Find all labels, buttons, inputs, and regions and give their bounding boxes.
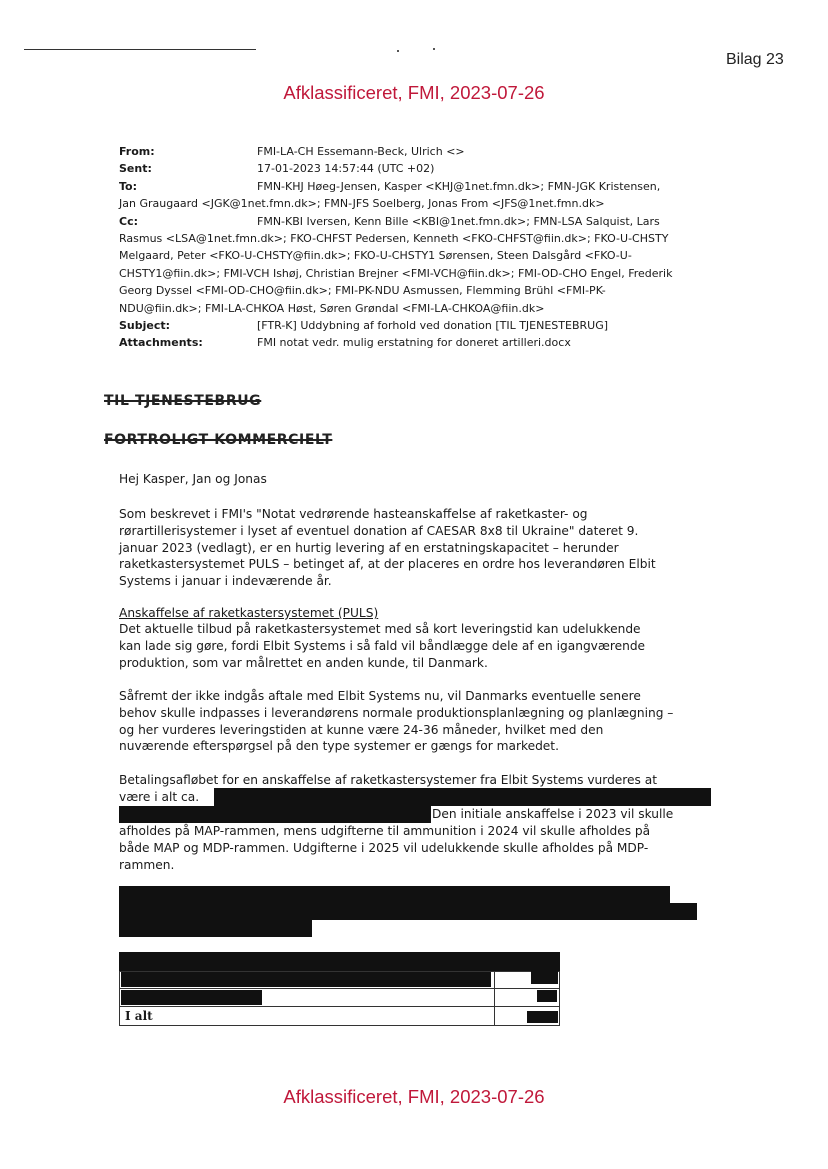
subject-label: Subject: — [119, 319, 171, 333]
text-line: Systems i januar i indeværende år. — [119, 574, 332, 589]
paragraph-2 — [119, 621, 709, 671]
to-row — [119, 178, 709, 195]
paragraph-6 — [119, 823, 709, 873]
from-value: FMI-LA-CH Essemann-Beck, Ulrich <> — [257, 145, 465, 158]
cc-value-line2: Rasmus <LSA@1net.fmn.dk>; FKO-CHFST Pedersen, Kenneth <FKO-CHFST@fiin.dk>; FKO-U-CHSTY — [119, 232, 669, 246]
cc-value-line3: Melgaard, Peter <FKO-U-CHSTY@fiin.dk>; FKO-U-CHSTY1 Sørensen, Steen Dalsgård <FKO-U- — [119, 249, 632, 263]
text-line: Såfremt der ikke indgås aftale med Elbit Systems nu, vil Danmarks eventuelle senere — [119, 689, 641, 703]
redaction-bar — [119, 806, 431, 823]
attachments-label: Attachments: — [119, 336, 203, 350]
sent-value: 17-01-2023 14:57:44 (UTC +02) — [257, 162, 435, 176]
text-line: produktion, som var målrettet en anden kunde, til Danmark. — [119, 655, 488, 670]
text-line: og her vurderes leveringstiden at kunne være 24-36 måneder, hvilket med den — [119, 722, 604, 737]
cc-value-line4: CHSTY1@fiin.dk>; FMI-VCH Ishøj, Christian Brejner <FMI-VCH@fiin.dk>; FMI-OD-CHO Engel, Frederik — [119, 266, 673, 280]
text-line: januar 2023 (vedlagt), er en hurtig levering af en erstatningskapacitet – herunder — [119, 540, 619, 555]
to-value-line2: Jan Graugaard <JGK@1net.fmn.dk>; FMN-JFS Soelberg, Jonas From <JFS@1net.fmn.dk> — [119, 197, 605, 211]
text-line: Det aktuelle tilbud på raketkastersystemet med så kort leveringstid kan udelukkende — [119, 622, 641, 636]
declassified-stamp-top: Afklassificeret, FMI, 2023-07-26 — [283, 82, 545, 103]
table-column-divider — [494, 971, 495, 1026]
classification-marking: FORTROLIGT KOMMERCIELT — [104, 432, 333, 448]
cc-row — [119, 213, 709, 230]
text-line: rørartillerisystemer i lyset af eventuel donation af CAESAR 8x8 til Ukraine" dateret 9. — [119, 523, 639, 538]
sent-row — [119, 160, 709, 177]
text-line: Som beskrevet i FMI's "Notat vedrørende hasteanskaffelse af raketkaster- og — [119, 507, 588, 521]
greeting: Hej Kasper, Jan og Jonas — [119, 472, 267, 486]
text-line: være i alt ca. — [119, 789, 200, 804]
text-line: behov skulle indpasses i leverandørens normale produktionsplanlægning og planlægning – — [119, 705, 674, 720]
redaction-bar — [214, 788, 711, 806]
to-label: To: — [119, 179, 137, 193]
paragraph-5-line: Den initiale anskaffelse i 2023 vil skulle — [432, 807, 674, 821]
declassified-stamp-bottom: Afklassificeret, FMI, 2023-07-26 — [283, 1086, 545, 1107]
subject-row — [119, 317, 709, 334]
sent-label: Sent: — [119, 162, 152, 176]
text-line: både MAP og MDP-rammen. Udgifterne i 2025 vil udelukkende skulle afholdes på MDP- — [119, 840, 649, 855]
redaction-bar — [119, 886, 670, 903]
cc-value-line6: NDU@fiin.dk>; FMI-LA-CHKOA Høst, Søren Grøndal <FMI-LA-CHKOA@fiin.dk> — [119, 301, 545, 315]
top-rule — [24, 49, 256, 50]
table-cell-redacted — [537, 990, 557, 1002]
bilag-label: Bilag 23 — [726, 51, 784, 68]
redaction-bar — [119, 903, 697, 920]
scan-speck — [397, 50, 399, 52]
text-line: raketkastersystemet PULS – betinget af, at der placeres en ordre hos leverandøren Elbit — [119, 557, 656, 572]
text-line: rammen. — [119, 857, 175, 872]
paragraph-3 — [119, 688, 709, 755]
table-header-redacted — [119, 952, 560, 971]
from-label: From: — [119, 145, 155, 158]
section-heading: Anskaffelse af raketkastersystemet (PULS) — [119, 606, 379, 620]
from-row — [119, 143, 709, 160]
cc-label: Cc: — [119, 214, 138, 228]
text-line: nuværende efterspørgsel på den type systemer er gængs for markedet. — [119, 739, 559, 754]
scan-speck — [433, 48, 435, 50]
text-line: Betalingsafløbet for en anskaffelse af raketkastersystemer fra Elbit Systems vurderes at — [119, 773, 658, 787]
classification-marking: TIL TJENESTEBRUG — [104, 393, 262, 409]
text-line: kan lade sig gøre, fordi Elbit Systems i så fald vil båndlægge dele af en igangværende — [119, 638, 646, 653]
table-cell-redacted — [121, 990, 262, 1005]
table-cell-redacted — [531, 956, 558, 984]
table-total-label: I alt — [125, 1009, 153, 1023]
subject-value: [FTR-K] Uddybning af forhold ved donation [TIL TJENESTEBRUG] — [257, 319, 609, 333]
redaction-bar — [119, 920, 312, 937]
attachments-value: FMI notat vedr. mulig erstatning for doneret artilleri.docx — [257, 336, 571, 350]
cc-value-line5: Georg Dyssel <FMI-OD-CHO@fiin.dk>; FMI-PK-NDU Asmussen, Flemming Brühl <FMI-PK- — [119, 284, 606, 298]
table-cell-redacted — [121, 972, 491, 987]
attachments-row — [119, 334, 709, 351]
table-cell-redacted — [527, 1011, 558, 1023]
email-header — [119, 143, 709, 352]
to-value-line1: FMN-KHJ Høeg-Jensen, Kasper <KHJ@1net.fmn.dk>; FMN-JGK Kristensen, — [257, 179, 661, 193]
text-line: afholdes på MAP-rammen, mens udgifterne til ammunition i 2024 vil skulle afholdes på — [119, 824, 651, 838]
cc-value-line1: FMN-KBI Iversen, Kenn Bille <KBI@1net.fmn.dk>; FMN-LSA Salquist, Lars — [257, 214, 660, 228]
paragraph-1 — [119, 506, 709, 590]
